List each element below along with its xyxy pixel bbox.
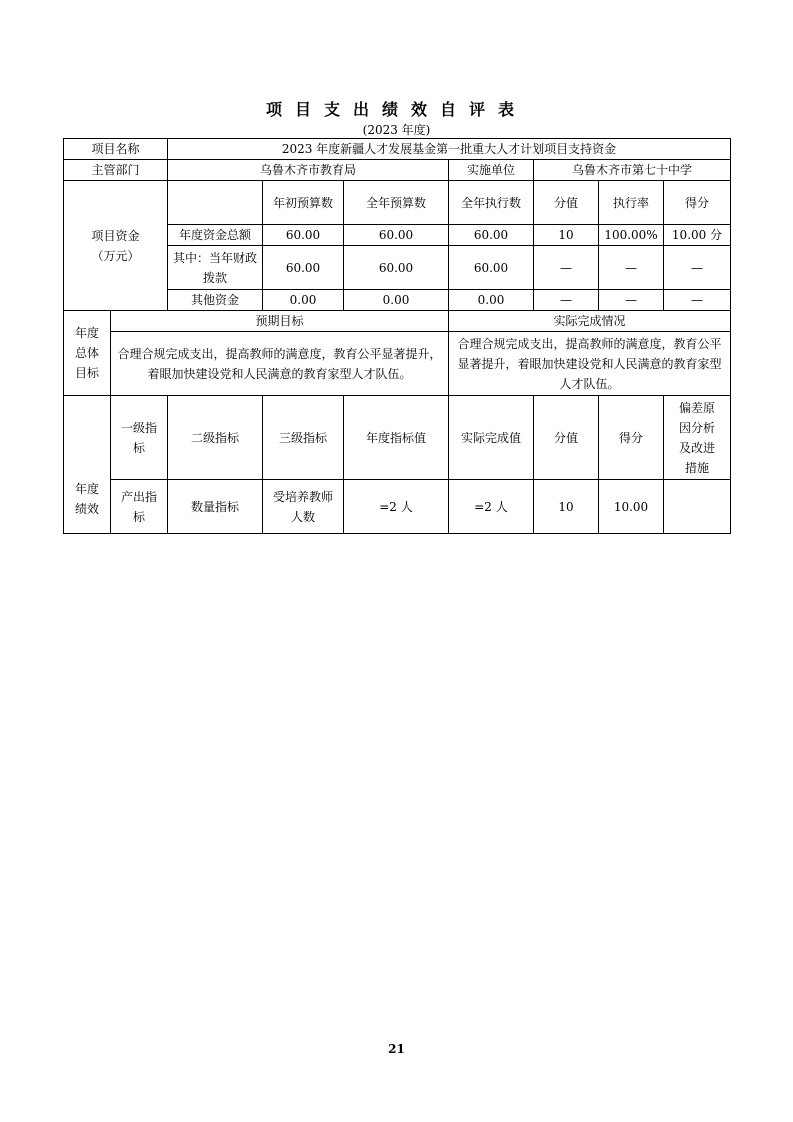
row-target: =2 人 bbox=[344, 480, 449, 534]
goals-label: 年度总体目标 bbox=[64, 311, 111, 396]
row-score-value: 10 bbox=[534, 480, 599, 534]
goals-expected-header: 预期目标 bbox=[111, 311, 449, 332]
row-score: 10.00 bbox=[599, 480, 664, 534]
project-name-row bbox=[64, 139, 731, 160]
funds-header-score: 得分 bbox=[664, 181, 731, 225]
funds-cell: 0.00 bbox=[449, 290, 534, 311]
performance-label-text: 年度绩效 bbox=[74, 482, 99, 516]
header-level3: 三级指标 bbox=[263, 396, 344, 480]
funds-label-unit: （万元） bbox=[91, 248, 140, 263]
department-value: 乌鲁木齐市教育局 bbox=[168, 160, 449, 181]
header-target: 年度指标值 bbox=[344, 396, 449, 480]
funds-cell: 60.00 bbox=[449, 246, 534, 290]
funds-cell: — bbox=[534, 290, 599, 311]
funds-label bbox=[64, 181, 168, 311]
project-name-value: 2023 年度新疆人才发展基金第一批重大人才计划项目支持资金 bbox=[168, 139, 731, 160]
implementing-unit-label: 实施单位 bbox=[449, 160, 534, 181]
funds-cell: — bbox=[534, 246, 599, 290]
funds-cell: 60.00 bbox=[263, 246, 344, 290]
performance-label bbox=[64, 396, 111, 534]
department-label: 主管部门 bbox=[64, 160, 168, 181]
row-level1: 产出指标 bbox=[111, 480, 168, 534]
performance-header-row bbox=[64, 396, 731, 480]
row-deviation bbox=[664, 480, 731, 534]
goals-expected-text: 合理合规完成支出，提高教师的满意度，教育公平显著提升，着眼加快建设党和人民满意的教育家型人才队伍。 bbox=[111, 332, 449, 396]
funds-cell: 60.00 bbox=[263, 225, 344, 246]
goals-header-row bbox=[64, 311, 731, 332]
project-name-label: 项目名称 bbox=[64, 139, 168, 160]
implementing-unit-value: 乌鲁木齐市第七十中学 bbox=[534, 160, 731, 181]
page-number: 21 bbox=[388, 1042, 405, 1056]
funds-row-label: 年度资金总额 bbox=[168, 225, 263, 246]
funds-row-label: 其中：当年财政拨款 bbox=[168, 246, 263, 290]
funds-cell: 60.00 bbox=[344, 246, 449, 290]
header-level1: 一级指标 bbox=[111, 396, 168, 480]
funds-cell: 0.00 bbox=[263, 290, 344, 311]
funds-row-label: 其他资金 bbox=[168, 290, 263, 311]
funds-cell: 100.00% bbox=[599, 225, 664, 246]
header-actual: 实际完成值 bbox=[449, 396, 534, 480]
header-level2: 二级指标 bbox=[168, 396, 263, 480]
header-score-value: 分值 bbox=[534, 396, 599, 480]
evaluation-table bbox=[63, 138, 731, 534]
funds-cell: — bbox=[664, 246, 731, 290]
funds-cell: — bbox=[664, 290, 731, 311]
funds-cell: 60.00 bbox=[344, 225, 449, 246]
performance-row bbox=[64, 480, 731, 534]
row-actual: =2 人 bbox=[449, 480, 534, 534]
funds-header-executed: 全年执行数 bbox=[449, 181, 534, 225]
funds-cell: 0.00 bbox=[344, 290, 449, 311]
funds-cell: 60.00 bbox=[449, 225, 534, 246]
header-deviation: 偏差原因分析及改进措施 bbox=[664, 396, 731, 480]
funds-cell: — bbox=[599, 246, 664, 290]
row-level2: 数量指标 bbox=[168, 480, 263, 534]
goals-actual-header: 实际完成情况 bbox=[449, 311, 731, 332]
funds-header-annual-budget: 全年预算数 bbox=[344, 181, 449, 225]
header-score: 得分 bbox=[599, 396, 664, 480]
funds-header-score-value: 分值 bbox=[534, 181, 599, 225]
funds-cell: — bbox=[599, 290, 664, 311]
goals-content-row bbox=[64, 332, 731, 396]
funds-cell: 10.00 分 bbox=[664, 225, 731, 246]
funds-header-execution-rate: 执行率 bbox=[599, 181, 664, 225]
page-subtitle-year: (2023 年度) bbox=[362, 123, 431, 137]
row-level3: 受培养教师人数 bbox=[263, 480, 344, 534]
page-title: 项目支出绩效自评表 bbox=[265, 100, 527, 119]
department-row bbox=[64, 160, 731, 181]
funds-header-row bbox=[64, 181, 731, 225]
funds-header-blank bbox=[168, 181, 263, 225]
funds-header-initial-budget: 年初预算数 bbox=[263, 181, 344, 225]
funds-label-main: 项目资金 bbox=[91, 228, 140, 243]
funds-cell: 10 bbox=[534, 225, 599, 246]
goals-actual-text: 合理合规完成支出，提高教师的满意度，教育公平显著提升，着眼加快建设党和人民满意的教育家型人才队伍。 bbox=[449, 332, 731, 396]
